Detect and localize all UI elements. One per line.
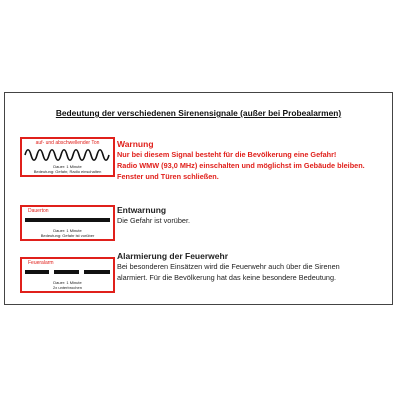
all-clear-heading: Entwarnung	[117, 205, 167, 215]
siren-signals-panel	[4, 92, 393, 305]
all-clear-signal-sign	[20, 205, 115, 241]
sign-duration: Dauer: 1 Minute	[53, 228, 82, 233]
continuous-tone-bar	[25, 218, 110, 222]
interrupted-tone-segment	[54, 270, 79, 274]
interrupted-tone-segment	[25, 270, 49, 274]
sign-duration: Dauer: 1 Minute	[53, 280, 82, 285]
sign-label: auf- und abschwellender Ton	[35, 140, 100, 146]
warning-heading: Warnung	[117, 139, 154, 149]
fire-alarm-text-block	[117, 251, 389, 283]
warning-line: Nur bei diesem Signal besteht für die Bevölkerung eine Gefahr!	[117, 150, 337, 159]
warning-line: Fenster und Türen schließen.	[117, 172, 219, 181]
all-clear-text-block	[117, 205, 389, 226]
fire-alarm-heading: Alarmierung der Feuerwehr	[117, 251, 229, 261]
sign-duration: Dauer: 1 Minute	[53, 164, 82, 169]
warning-text-block	[117, 139, 389, 182]
rising-falling-tone-wave-icon	[22, 147, 113, 163]
warning-signal-sign	[20, 137, 115, 177]
warning-line: Radio WMW (93,0 MHz) einschalten und möglichst im Gebäude bleiben.	[117, 161, 365, 170]
sign-label: Dauerton	[28, 208, 49, 214]
sign-label: Feueralarm	[28, 260, 54, 266]
sign-meaning: Bedeutung: Gefahr ist vorüber	[40, 233, 95, 238]
interrupted-tone-segment	[84, 270, 110, 274]
page-title: Bedeutung der verschiedenen Sirenensignale (außer bei Probealarmen)	[55, 108, 342, 118]
fire-alarm-line: alarmiert. Für die Bevölkerung hat das keine besondere Bedeutung.	[117, 273, 337, 282]
sign-interruption-note: 2x unterbrochen	[53, 285, 82, 290]
sign-meaning: Bedeutung: Gefahr, Radio einschalten	[33, 169, 102, 174]
fire-alarm-signal-sign	[20, 257, 115, 293]
fire-alarm-line: Bei besonderen Einsätzen wird die Feuerwehr auch über die Sirenen	[117, 262, 340, 271]
all-clear-line: Die Gefahr ist vorüber.	[117, 216, 191, 225]
